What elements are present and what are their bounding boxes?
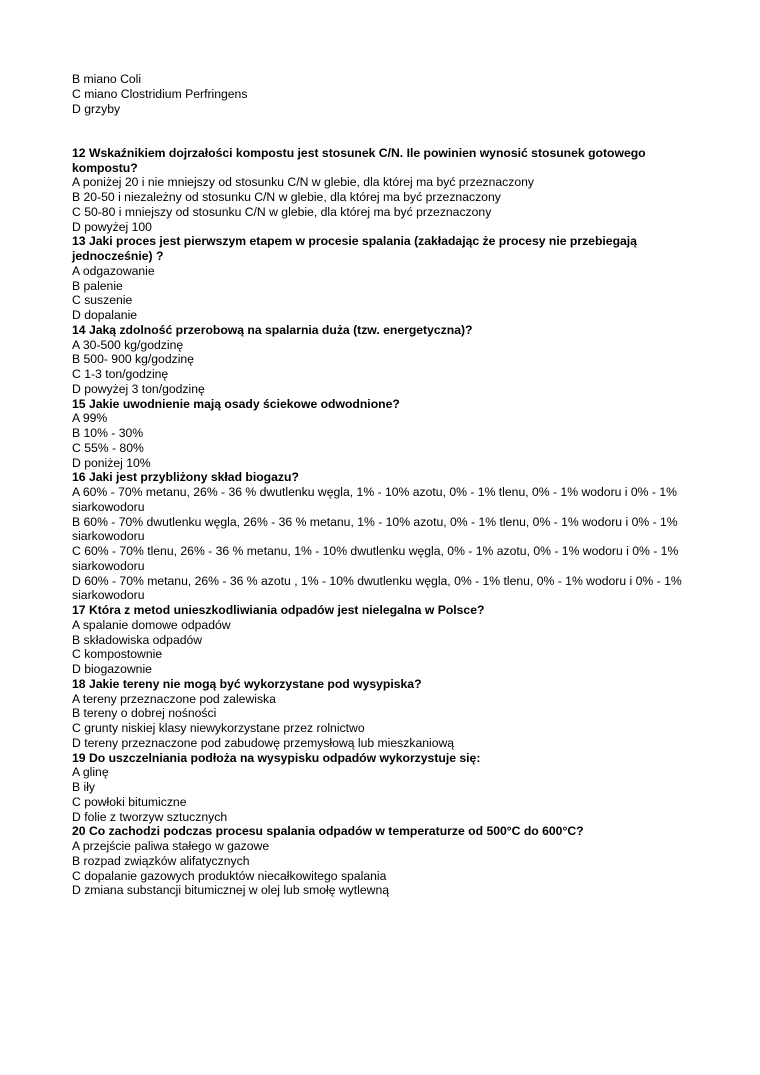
answer-option: D zmiana substancji bitumicznej w olej lub smołę wytlewną (72, 883, 390, 898)
question-text: 17 Która z metod unieszkodliwiania odpadów jest nielegalna w Polsce? (72, 603, 485, 617)
answer-option: C 60% - 70% tlenu, 26% - 36 % metanu, 1% - 10% dwutlenku węgla, 0% - 1% azotu, 0% - 1% wodoru i 0% - 1% siarkowodoru (72, 544, 679, 573)
answer-option: C grunty niskiej klasy niewykorzystane przez rolnictwo (72, 721, 365, 735)
answer-option: D dopalanie (72, 308, 138, 322)
answer-option: D powyżej 3 ton/godzinę (72, 381, 205, 396)
answer-option: B składowiska odpadów (72, 632, 203, 647)
answer-option: D poniżej 10% (72, 455, 151, 470)
question-text: 12 Wskaźnikiem dojrzałości kompostu jest stosunek C/N. Ile powinien wynosić stosunek gotowego kompostu? (72, 145, 646, 175)
answer-option: D grzyby (72, 101, 121, 116)
answer-option: A przejście paliwa stałego w gazowe (72, 839, 270, 853)
answer-option: D folie z tworzyw sztucznych (72, 809, 228, 824)
answer-option: C suszenie (72, 293, 133, 308)
question-block (72, 603, 688, 677)
answer-option: A 99% (72, 411, 108, 426)
answer-option: A 60% - 70% metanu, 26% - 36 % dwutlenku węgla, 1% - 10% azotu, 0% - 1% tlenu, 0% - 1% wodoru i 0% - 1% siarkowodoru (72, 485, 677, 514)
question-text: 16 Jaki jest przybliżony skład biogazu? (72, 470, 299, 485)
answer-option: A odgazowanie (72, 263, 155, 278)
answer-option: B tereny o dobrej nośności (72, 706, 217, 721)
spacer (72, 116, 688, 146)
answer-option: B 60% - 70% dwutlenku węgla, 26% - 36 % metanu, 1% - 10% azotu, 0% - 1% tlenu, 0% - 1% wodoru i 0% - 1% siarkowodoru (72, 514, 678, 544)
question-text: 13 Jaki proces jest pierwszym etapem w procesie spalania (zakładając że procesy nie przebiegają jednocześnie) ? (72, 234, 637, 263)
question-block (72, 397, 688, 471)
question-block (72, 146, 688, 235)
answer-option: C 1-3 ton/godzinę (72, 367, 169, 381)
answer-option: C dopalanie gazowych produktów niecałkowitego spalania (72, 868, 387, 883)
answer-option: B rozpad związków alifatycznych (72, 853, 250, 868)
answer-option: C miano Clostridium Perfringens (72, 86, 248, 101)
question-block (72, 234, 688, 323)
answer-option: D powyżej 100 (72, 219, 152, 234)
document-content (72, 72, 688, 898)
question-text: 18 Jakie tereny nie mogą być wykorzystane pod wysypiska? (72, 676, 422, 691)
question-text: 15 Jakie uwodnienie mają osady ściekowe odwodnione? (72, 396, 400, 411)
answer-option: C powłoki bitumiczne (72, 794, 187, 809)
answer-option: C kompostownie (72, 647, 163, 662)
answer-option: D 60% - 70% metanu, 26% - 36 % azotu , 1% - 10% dwutlenku węgla, 0% - 1% tlenu, 0% - 1% wodoru i 0% - 1% siarkowodoru (72, 573, 682, 603)
answer-option: A tereny przeznaczone pod zalewiska (72, 691, 276, 706)
question-text: 19 Do uszczelniania podłoża na wysypisku odpadów wykorzystuje się: (72, 750, 481, 765)
answer-option: C 55% - 80% (72, 440, 144, 455)
answer-option: A poniżej 20 i nie mniejszy od stosunku C/N w glebie, dla której ma być przeznaczony (72, 175, 534, 190)
question-text: 20 Co zachodzi podczas procesu spalania odpadów w temperaturze od 500°C do 600°C? (72, 824, 584, 839)
answer-option: B miano Coli (72, 72, 142, 86)
answer-option: B 500- 900 kg/godzinę (72, 352, 194, 367)
answer-option: B 20-50 i niezależny od stosunku C/N w glebie, dla której ma być przeznaczony (72, 190, 501, 204)
answer-option: A glinę (72, 765, 109, 780)
answer-option: D biogazownie (72, 662, 152, 676)
answer-option: B palenie (72, 278, 123, 293)
answer-option: B iły (72, 780, 96, 794)
answer-option: A 30-500 kg/godzinę (72, 337, 184, 352)
leading-answers (72, 72, 688, 116)
question-block (72, 323, 688, 397)
answer-option: D tereny przeznaczone pod zabudowę przemysłową lub mieszkaniową (72, 735, 455, 750)
answer-option: C 50-80 i mniejszy od stosunku C/N w glebie, dla której ma być przeznaczony (72, 204, 492, 219)
question-block (72, 824, 688, 898)
answer-option: A spalanie domowe odpadów (72, 617, 231, 632)
question-block (72, 677, 688, 751)
question-text: 14 Jaką zdolność przerobową na spalarnia duża (tzw. energetyczna)? (72, 322, 473, 337)
answer-option: B 10% - 30% (72, 426, 144, 440)
question-block (72, 751, 688, 825)
question-block (72, 470, 688, 603)
